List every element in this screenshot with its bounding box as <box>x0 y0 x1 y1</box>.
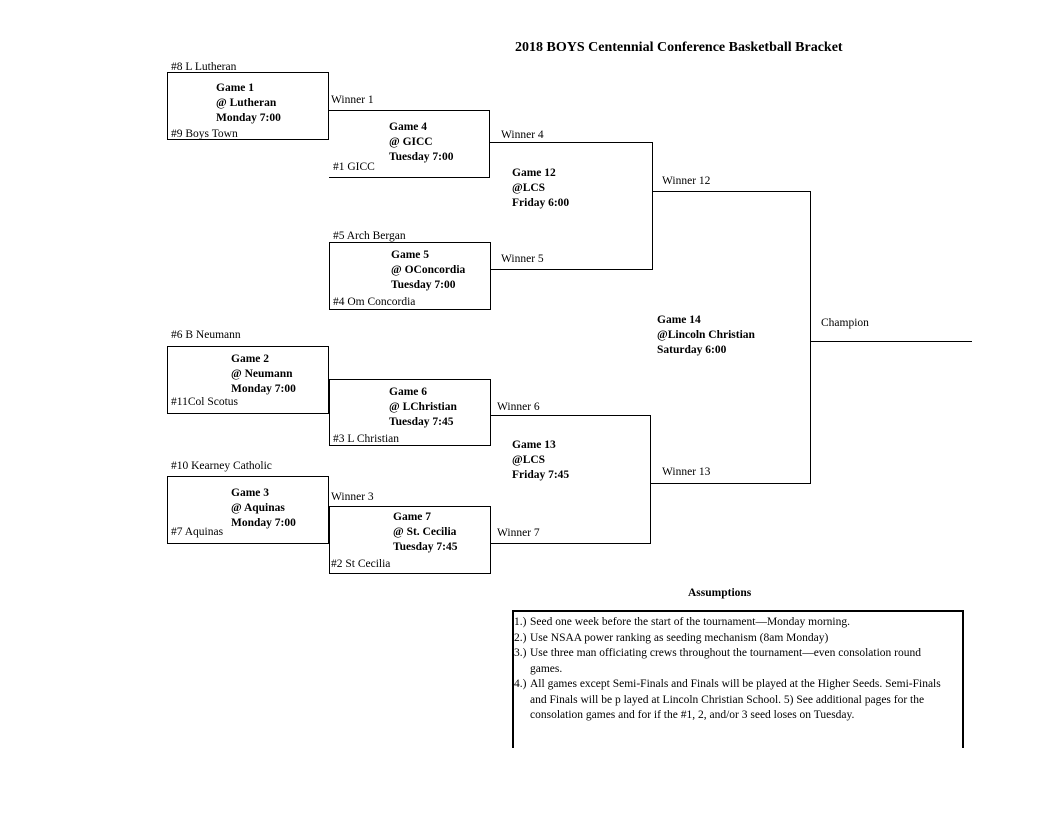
game-1-info <box>216 81 281 126</box>
assumption-text: Use three man officiating crews throughout the tournament—even consolation round games. <box>530 647 921 675</box>
game-2-name: Game 2 <box>231 353 270 365</box>
game-3-site: @ Aquinas <box>231 502 285 514</box>
page-title: 2018 BOYS Centennial Conference Basketball Bracket <box>515 40 843 55</box>
team-5-arch-bergan: #5 Arch Bergan <box>333 230 406 242</box>
game-5-site: @ OConcordia <box>391 264 466 276</box>
game-6-info <box>389 385 457 430</box>
game-13-info <box>512 438 569 483</box>
game-7-name: Game 7 <box>393 511 432 523</box>
game-6-time: Tuesday 7:45 <box>389 416 454 428</box>
game-13-site: @LCS <box>512 454 546 466</box>
game-4-info <box>389 120 453 165</box>
assumption-text: Seed one week before the start of the tournament—Monday morning. <box>530 616 850 628</box>
assumption-number: 3.) <box>514 647 527 659</box>
assumption-item <box>514 646 954 677</box>
assumption-number: 4.) <box>514 678 527 690</box>
game-3-name: Game 3 <box>231 487 270 499</box>
game-12-site: @LCS <box>512 182 546 194</box>
game-12-info <box>512 166 569 211</box>
team-1-gicc: #1 GICC <box>333 161 375 173</box>
game-14-info <box>657 313 755 358</box>
game-1-time: Monday 7:00 <box>216 112 281 124</box>
game-14-time: Saturday 6:00 <box>657 344 727 356</box>
winner-6-label: Winner 6 <box>497 401 540 413</box>
game-4-name: Game 4 <box>389 121 428 133</box>
team-4-om-concordia: #4 Om Concordia <box>333 296 416 308</box>
game-12-top-line <box>490 142 653 143</box>
game-6-site: @ LChristian <box>389 401 457 413</box>
assumption-number: 1.) <box>514 616 527 628</box>
team-2-st-cecilia: #2 St Cecilia <box>331 558 391 570</box>
game-7-site: @ St. Cecilia <box>393 526 457 538</box>
game-4-site: @ GICC <box>389 136 433 148</box>
game-7-time: Tuesday 7:45 <box>393 541 458 553</box>
game-14-side-line <box>810 191 811 484</box>
game-14-name: Game 14 <box>657 314 701 326</box>
winner-4-label: Winner 4 <box>501 129 544 141</box>
game-2-site: @ Neumann <box>231 368 293 380</box>
team-11-col-scotus: #11Col Scotus <box>171 396 238 408</box>
game-13-time: Friday 7:45 <box>512 469 570 481</box>
game-2-info <box>231 352 296 397</box>
team-10-kearney-catholic: #10 Kearney Catholic <box>171 460 272 472</box>
game-5-time: Tuesday 7:00 <box>391 279 456 291</box>
game-12-side-line <box>652 142 653 270</box>
team-6-b-neumann: #6 B Neumann <box>171 329 241 341</box>
game-6-name: Game 6 <box>389 386 428 398</box>
game-3-info <box>231 486 296 531</box>
game-4-side-line <box>489 110 490 178</box>
assumption-item <box>514 631 954 647</box>
assumption-item <box>514 677 954 724</box>
game-12-bottom-line <box>490 269 653 270</box>
game-2-time: Monday 7:00 <box>231 383 296 395</box>
assumptions-box <box>512 610 964 748</box>
assumption-item <box>514 615 954 631</box>
game-4-time: Tuesday 7:00 <box>389 151 454 163</box>
game-14-bottom-line <box>650 483 811 484</box>
game-1-site: @ Lutheran <box>216 97 277 109</box>
game-14-site: @Lincoln Christian <box>657 329 755 341</box>
champion-label: Champion <box>821 317 869 329</box>
team-3-l-christian: #3 L Christian <box>333 433 400 445</box>
champion-line <box>810 341 972 342</box>
game-13-top-line <box>490 415 651 416</box>
team-8-lutheran: #8 L Lutheran <box>171 61 237 73</box>
winner-3-label: Winner 3 <box>331 491 374 503</box>
game-1-name: Game 1 <box>216 82 255 94</box>
winner-13-label: Winner 13 <box>662 466 711 478</box>
game-7-info <box>393 510 457 555</box>
winner-12-label: Winner 12 <box>662 175 711 187</box>
winner-1-label: Winner 1 <box>331 94 374 106</box>
assumption-number: 2.) <box>514 631 527 644</box>
game-12-name: Game 12 <box>512 167 556 179</box>
winner-7-label: Winner 7 <box>497 527 540 539</box>
team-9-boys-town: #9 Boys Town <box>171 128 238 140</box>
game-4-bottom-line <box>329 177 490 178</box>
game-5-name: Game 5 <box>391 249 430 261</box>
game-13-side-line <box>650 415 651 544</box>
game-12-time: Friday 6:00 <box>512 197 570 209</box>
assumption-text: All games except Semi-Finals and Finals will be played at the Higher Seeds. Semi-Finals and Finals will be p layed at Lincoln Christian School. 5) See additional pages for the consolation games and for if the #1, 2, and/or 3 seed loses on Tuesday. <box>530 678 941 721</box>
game-13-name: Game 13 <box>512 439 556 451</box>
game-4-top-line <box>329 110 490 111</box>
assumption-text: Use NSAA power ranking as seeding mechanism (8am Monday) <box>530 631 829 644</box>
team-7-aquinas: #7 Aquinas <box>171 526 224 538</box>
assumptions-title: Assumptions <box>688 587 752 599</box>
game-5-info <box>391 248 465 293</box>
winner-5-label: Winner 5 <box>501 253 544 265</box>
game-3-time: Monday 7:00 <box>231 517 296 529</box>
game-13-bottom-line <box>490 543 651 544</box>
game-14-top-line <box>652 191 811 192</box>
